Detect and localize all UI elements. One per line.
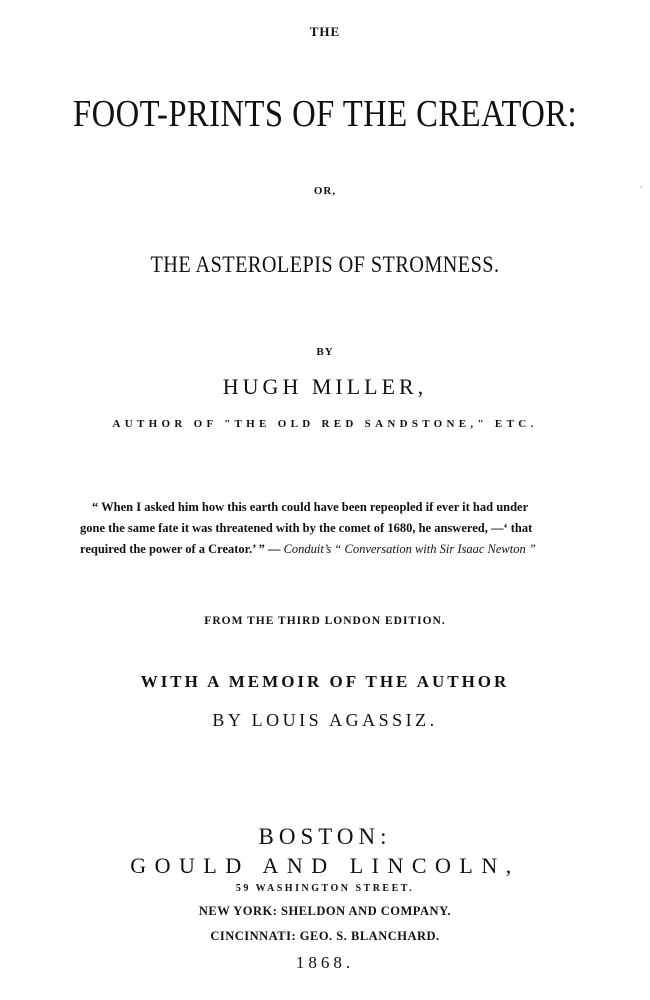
memoir-author: BY LOUIS AGASSIZ. bbox=[212, 710, 438, 730]
or-connector: OR, bbox=[313, 185, 337, 197]
epigraph-line: “ When I asked him how this earth could have been repeopled if ever it had under bbox=[92, 500, 529, 514]
imprint-cincinnati: CINCINNATI: GEO. S. BLANCHARD. bbox=[210, 929, 440, 943]
book-title: FOOT-PRINTS OF THE CREATOR: bbox=[72, 93, 578, 135]
epigraph-source: Conduit’s “ Conversation with Sir Isaac Newton ” bbox=[283, 542, 536, 556]
author-name: HUGH MILLER, bbox=[222, 374, 428, 399]
imprint-publisher: GOULD AND LINCOLN, bbox=[130, 853, 520, 878]
paper-speck bbox=[640, 186, 642, 188]
imprint-new-york: NEW YORK: SHELDON AND COMPANY. bbox=[198, 904, 452, 918]
imprint-city: BOSTON: bbox=[258, 824, 392, 849]
imprint-address: 59 WASHINGTON STREET. bbox=[235, 883, 415, 894]
memoir-line: WITH A MEMOIR OF THE AUTHOR bbox=[140, 672, 510, 691]
book-subtitle: THE ASTEROLEPIS OF STROMNESS. bbox=[150, 252, 500, 277]
epigraph-line bbox=[80, 539, 580, 560]
author-credit: AUTHOR OF "THE OLD RED SANDSTONE," ETC. bbox=[112, 418, 538, 430]
edition-note: FROM THE THIRD LONDON EDITION. bbox=[204, 615, 446, 627]
title-article: THE bbox=[309, 24, 341, 39]
epigraph-line: gone the same fate it was threatened with by the comet of 1680, he answered, —‘ that bbox=[80, 521, 533, 535]
imprint-year: 1868. bbox=[295, 953, 355, 972]
by-label: BY bbox=[316, 346, 334, 358]
epigraph-text: required the power of a Creator.’ ” — bbox=[80, 542, 284, 556]
